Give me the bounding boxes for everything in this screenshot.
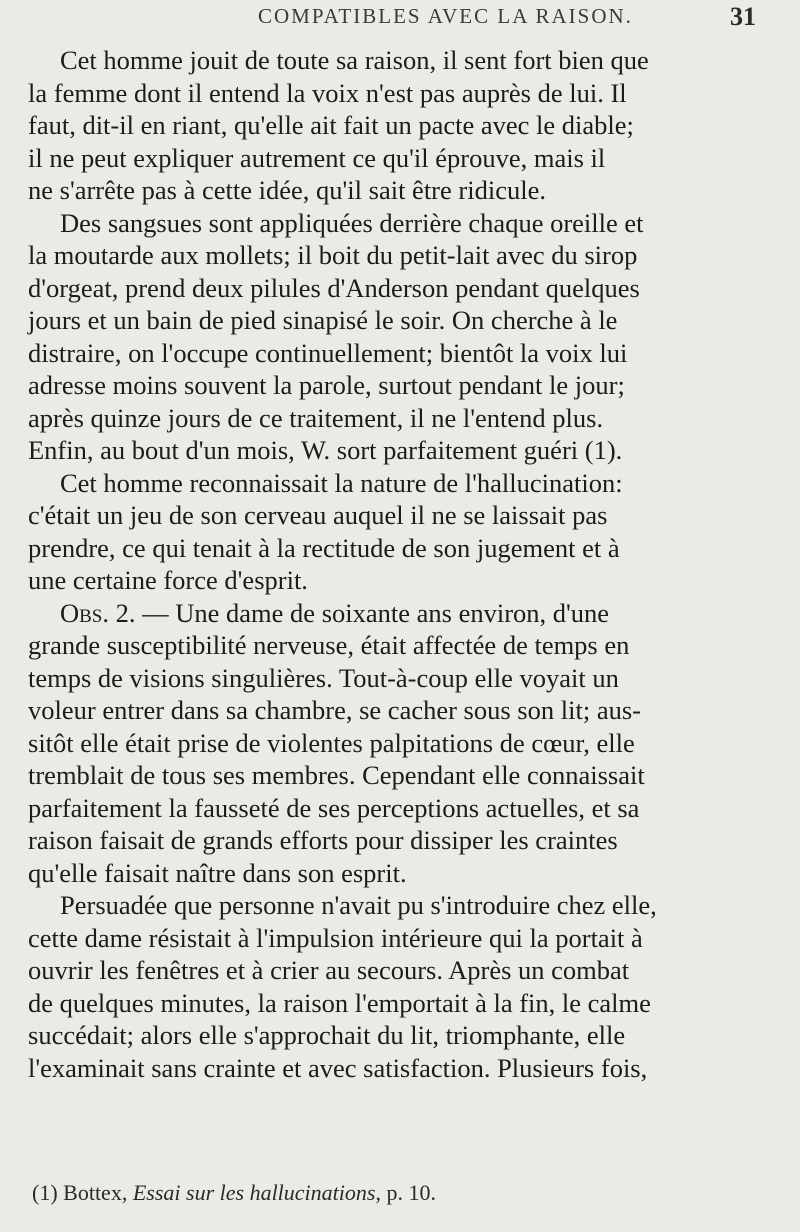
- text-line: sitôt elle était prise de violentes palpitations de cœur, elle: [28, 727, 635, 758]
- text-line: une certaine force d'esprit.: [28, 565, 308, 595]
- paragraph: [28, 44, 756, 207]
- running-title: COMPATIBLES AVEC LA RAISON.: [258, 4, 633, 28]
- text-line: adresse moins souvent la parole, surtout pendant le jour;: [28, 370, 625, 400]
- text-line: il ne peut expliquer autrement ce qu'il éprouve, mais il: [28, 142, 606, 173]
- paragraph: [28, 597, 756, 890]
- text-line: Cet homme jouit de toute sa raison, il sent fort bien que: [60, 45, 649, 75]
- paragraph: [28, 889, 756, 1084]
- text-line: après quinze jours de ce traitement, il ne l'entend plus.: [28, 402, 604, 433]
- text-line: ouvrir les fenêtres et à crier au secours. Après un combat: [28, 955, 630, 985]
- text-line: d'orgeat, prend deux pilules d'Anderson pendant quelques: [28, 272, 640, 303]
- footnote-author: Bottex,: [63, 1180, 128, 1205]
- footnote-page: , p. 10.: [375, 1180, 436, 1205]
- text-line: la moutarde aux mollets; il boit du petit-lait avec du sirop: [28, 240, 638, 270]
- text-line: qu'elle faisait naître dans son esprit.: [28, 857, 407, 888]
- text-line: grande susceptibilité nerveuse, était affectée de temps en: [28, 630, 630, 660]
- body-text: [28, 44, 756, 1084]
- text-line: Cet homme reconnaissait la nature de l'hallucination:: [60, 467, 623, 498]
- text-line: raison faisait de grands efforts pour dissiper les craintes: [28, 825, 618, 855]
- footnote-title: Essai sur les hallucinations: [132, 1180, 376, 1205]
- text-line: parfaitement la fausseté de ses perceptions actuelles, et sa: [28, 792, 640, 823]
- text-line: c'était un jeu de son cerveau auquel il ne se laissait pas: [28, 500, 608, 530]
- text-line: succédait; alors elle s'approchait du lit, triomphante, elle: [28, 1020, 626, 1050]
- observation-label: Obs. 2.: [60, 597, 136, 628]
- text-line: prendre, ce qui tenait à la rectitude de son jugement et à: [28, 532, 620, 563]
- text-fragment: — Une dame de soixante ans environ, d'une: [135, 597, 610, 628]
- text-line: la femme dont il entend la voix n'est pas auprès de lui. Il: [28, 77, 627, 108]
- text-line: temps de visions singulières. Tout-à-coup elle voyait un: [28, 662, 619, 693]
- text-line: [28, 597, 756, 630]
- text-line: Enfin, au bout d'un mois, W. sort parfaitement guéri (1).: [28, 435, 623, 465]
- text-line: Des sangsues sont appliquées derrière chaque oreille et: [60, 207, 644, 238]
- text-line: distraire, on l'occupe continuellement; bientôt la voix lui: [28, 337, 628, 368]
- paragraph: [28, 207, 756, 467]
- text-line: l'examinait sans crainte et avec satisfaction. Plusieurs fois,: [28, 1052, 648, 1083]
- text-line: cette dame résistait à l'impulsion intérieure qui la portait à: [28, 922, 643, 953]
- page-number: 31: [730, 2, 756, 31]
- footnote-mark: (1): [32, 1180, 58, 1205]
- text-line: de quelques minutes, la raison l'emportait à la fin, le calme: [28, 987, 651, 1018]
- text-line: voleur entrer dans sa chambre, se cacher sous son lit; aus-: [28, 695, 641, 725]
- text-line: faut, dit-il en riant, qu'elle ait fait un pacte avec le diable;: [28, 110, 634, 140]
- text-line: ne s'arrête pas à cette idée, qu'il sait être ridicule.: [28, 175, 546, 205]
- text-line: tremblait de tous ses membres. Cependant elle connaissait: [28, 760, 645, 790]
- footnote: [32, 1180, 436, 1206]
- text-line: Persuadée que personne n'avait pu s'introduire chez elle,: [60, 890, 657, 920]
- running-head: [28, 0, 756, 44]
- paragraph: [28, 467, 756, 597]
- text-line: jours et un bain de pied sinapisé le soir. On cherche à le: [28, 305, 618, 335]
